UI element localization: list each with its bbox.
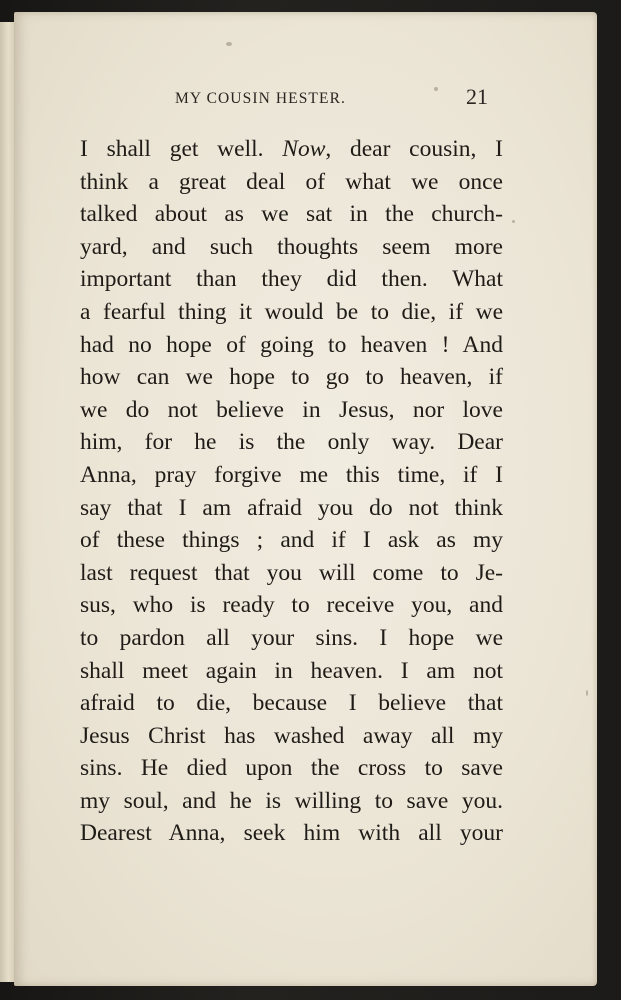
text-line: yard, and such thoughts seem more	[80, 233, 503, 260]
text-line: shall meet again in heaven. I am not	[80, 657, 503, 684]
paper-speck	[586, 690, 588, 696]
running-head	[0, 84, 621, 114]
body-text	[80, 133, 503, 850]
text-line: had no hope of going to heaven ! And	[80, 331, 503, 358]
text-line: how can we hope to go to heaven, if	[80, 364, 503, 391]
text-line: a fearful thing it would be to die, if we	[80, 298, 503, 325]
text-line: think a great deal of what we once	[80, 168, 503, 195]
text-line: talked about as we sat in the church-	[80, 201, 503, 228]
text-line: afraid to die, because I believe that	[80, 690, 503, 717]
page-number: 21	[466, 84, 488, 109]
text-line: of these things ; and if I ask as my	[80, 527, 503, 554]
text-line: say that I am afraid you do not think	[80, 494, 503, 521]
running-head-title: MY COUSIN HESTER.	[175, 90, 346, 107]
text-line: we do not believe in Jesus, nor love	[80, 396, 503, 423]
paper-speck	[226, 42, 232, 46]
text-line: last request that you will come to Je-	[80, 559, 503, 586]
text-line: to pardon all your sins. I hope we	[80, 624, 503, 651]
italic-emphasis: Now	[282, 136, 326, 162]
text-line: Dearest Anna, seek him with all your	[80, 820, 503, 847]
text-line: I shall get well. Now, dear cousin, I	[80, 136, 503, 162]
text-line: my soul, and he is willing to save you.	[80, 787, 503, 814]
text-line: sus, who is ready to receive you, and	[80, 592, 503, 619]
paper-speck	[512, 220, 515, 223]
text-line: Anna, pray forgive me this time, if I	[80, 461, 503, 488]
text-line: important than they did then. What	[80, 266, 503, 293]
text-line: sins. He died upon the cross to save	[80, 755, 503, 782]
facing-page-edge	[0, 22, 15, 982]
text-line: him, for he is the only way. Dear	[80, 429, 503, 456]
text-line: Jesus Christ has washed away all my	[80, 722, 503, 749]
